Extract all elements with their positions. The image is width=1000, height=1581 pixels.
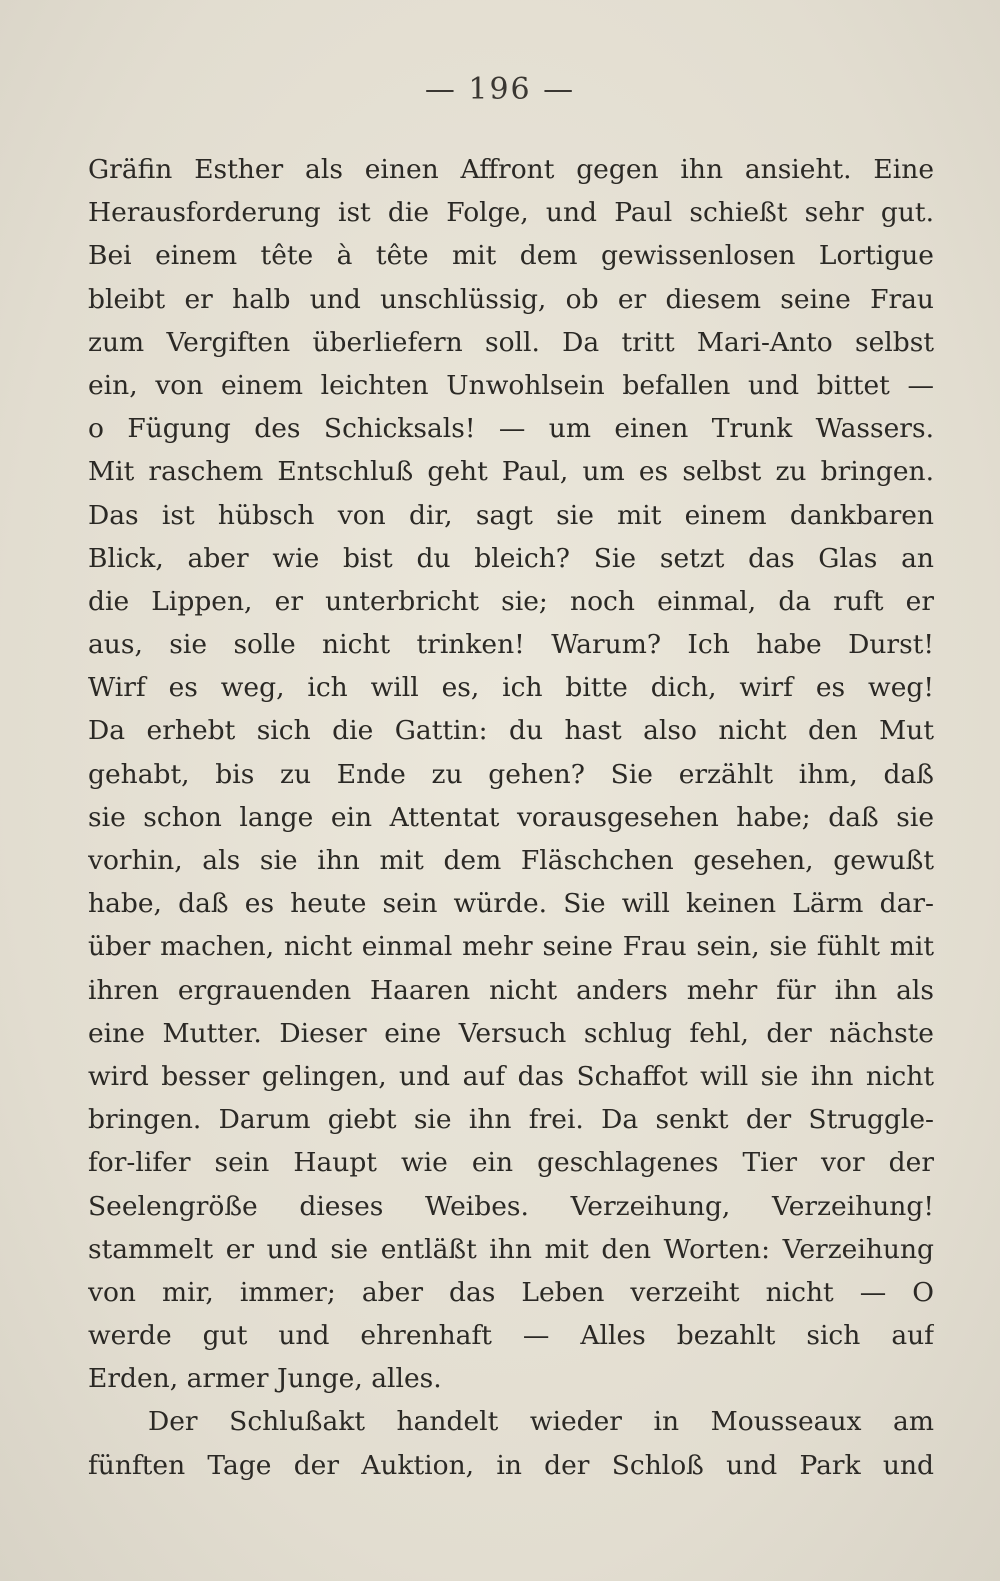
text-line: for-lifer sein Haupt wie ein geschlagenes Tier vor der (88, 1147, 934, 1179)
text-line: ein, von einem leichten Unwohlsein befallen und bittet — (88, 369, 934, 401)
text-line: zum Vergiften überliefern soll. Da tritt Mari-Anto selbst (88, 326, 934, 358)
text-line: Blick, aber wie bist du bleich? Sie setzt das Glas an (88, 542, 934, 574)
text-line: Herausforderung ist die Folge, und Paul schießt sehr gut. (88, 197, 934, 229)
text-line: habe, daß es heute sein würde. Sie will keinen Lärm dar- (88, 888, 934, 920)
text-line: wird besser gelingen, und auf das Schaffot will sie ihn nicht (88, 1060, 934, 1092)
text-line: werde gut und ehrenhaft — Alles bezahlt sich auf (88, 1320, 934, 1352)
body-text (88, 148, 934, 1487)
text-line: eine Mutter. Dieser eine Versuch schlug fehl, der nächste (88, 1017, 934, 1049)
text-line: Seelengröße dieses Weibes. Verzeihung, Verzeihung! (88, 1190, 934, 1222)
page-number: — 196 — (424, 72, 576, 107)
text-line: fünften Tage der Auktion, in der Schloß und Park und (88, 1449, 934, 1481)
text-line: von mir, immer; aber das Leben verzeiht nicht — O (88, 1276, 934, 1308)
paragraph-end-line: Erden, armer Junge, alles. (88, 1363, 442, 1395)
text-line: bringen. Darum giebt sie ihn frei. Da senkt der Struggle- (88, 1104, 934, 1136)
text-line: gehabt, bis zu Ende zu gehen? Sie erzählt ihm, daß (88, 758, 934, 790)
text-line: Das ist hübsch von dir, sagt sie mit einem dankbaren (88, 499, 934, 531)
text-line: sie schon lange ein Attentat vorausgesehen habe; daß sie (88, 801, 934, 833)
text-line: Gräfin Esther als einen Affront gegen ihn ansieht. Eine (88, 154, 934, 185)
text-line: Bei einem tête à tête mit dem gewissenlosen Lortigue (88, 240, 934, 272)
text-line: die Lippen, er unterbricht sie; noch einmal, da ruft er (88, 585, 934, 617)
text-line: vorhin, als sie ihn mit dem Fläschchen gesehen, gewußt (88, 845, 934, 876)
text-line: ihren ergrauenden Haaren nicht anders mehr für ihn als (88, 974, 934, 1006)
text-line: Da erhebt sich die Gattin: du hast also nicht den Mut (88, 715, 934, 747)
text-line: Wirf es weg, ich will es, ich bitte dich, wirf es weg! (88, 672, 934, 704)
text-line: stammelt er und sie entläßt ihn mit den Worten: Verzeihung (88, 1233, 934, 1265)
text-line: o Fügung des Schicksals! — um einen Trunk Wassers. (88, 413, 934, 445)
paragraph-start-line: Der Schlußakt handelt wieder in Mousseaux am (148, 1406, 934, 1438)
text-line: über machen, nicht einmal mehr seine Frau sein, sie fühlt mit (88, 931, 934, 963)
text-line: Mit raschem Entschluß geht Paul, um es selbst zu bringen. (88, 456, 934, 488)
text-line: bleibt er halb und unschlüssig, ob er diesem seine Frau (88, 283, 934, 315)
text-line: aus, sie solle nicht trinken! Warum? Ich habe Durst! (88, 629, 934, 661)
